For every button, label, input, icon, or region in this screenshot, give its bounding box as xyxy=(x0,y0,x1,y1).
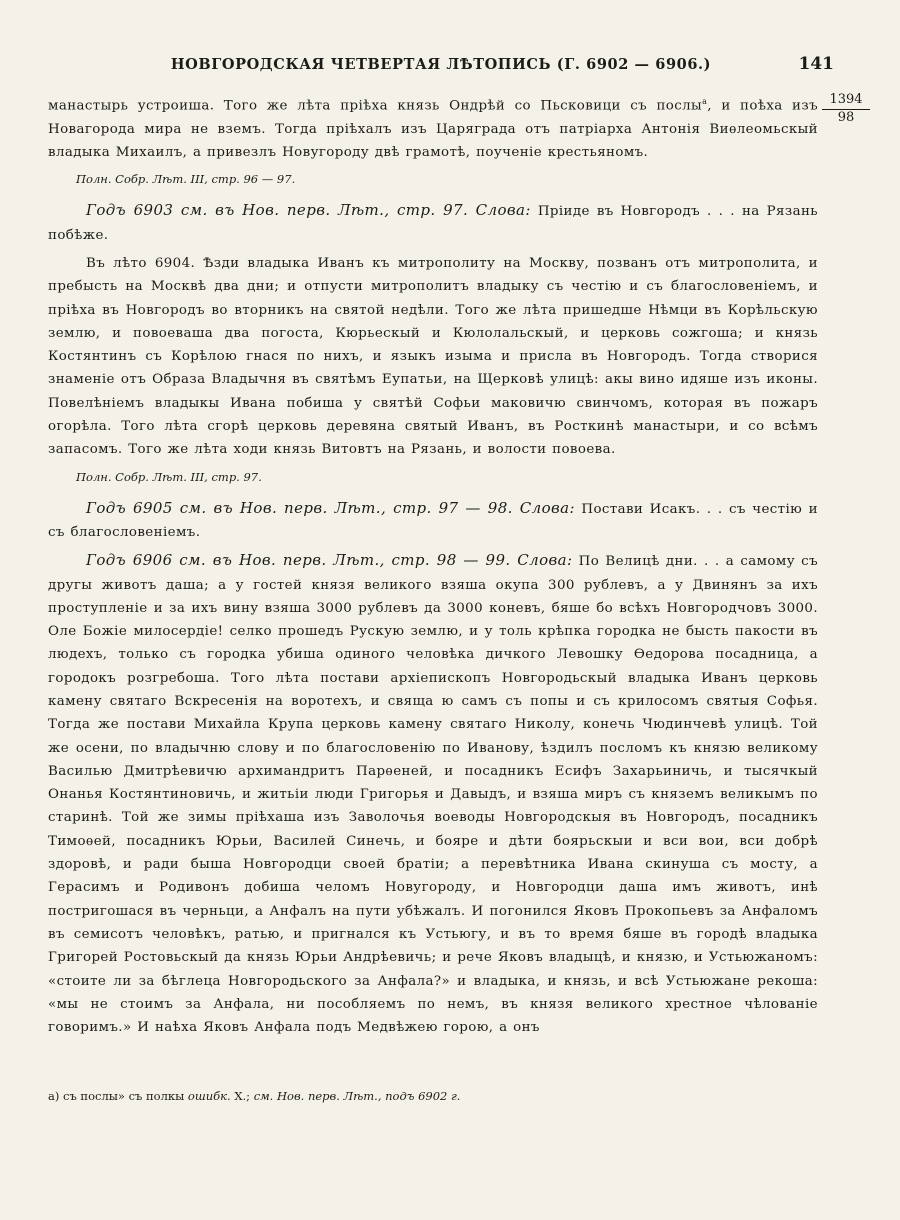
footnote xyxy=(48,1087,818,1105)
page-header xyxy=(48,56,834,80)
paragraph-5-text: По Велицѣ дни. . . а самому съ другы животъ даша; а у гостей князя великого взяша окупа 300 рублевъ, а у Двинянъ за ихъ проступленiе и за ихъ вину взяша 3000 рублевъ да 3000 коневъ, бяше бо всѣхъ Новгородчовъ 3000. Оле Божiе милосердiе! селко прошедъ Рускую землю, и у толь крѣпка городка не бысть пакости въ людехъ, только съ городка убиша одиного человѣка дичкого Левошку Ѳедорова посадница, а городокъ розгребоша. Того лѣта постави архiепископъ Новгородьскый владыка Иванъ церковь камену святаго Вскресенiя на воротехъ, и свяща ю самъ съ попы и съ крилосомъ святыя Софья. Тогда же постави Михайла Крупа церковь камену святаго Николу, конечь Чюдинчевѣ улицѣ. Той же осени, по владычню слову и по благословенiю по Иванову, ѣздилъ посломъ къ князю великому Василью Дмитрѣевичю архимандритъ Парѳеней, и посадникъ Есифъ Захарьиничь, и тысячкый Онанья Костянтиновичь, и житьiи люди Григорья и Давыдъ, и взяша миръ съ княземъ великымъ по старинѣ. Той же зимы прiѣхаша изъ Заволочья воеводы Новгородскыя въ Новгородъ, посадникъ Тимоѳей, посадникъ Юрьи, Василей Синечь, и бояре и дѣти боярьскыи и вси вои, вси добрѣ здоровѣ, и ради быша Новгородци своей братiи; а перевѣтника Ивана скинуша съ мосту, а Герасимъ и Родивонъ добиша челомъ Новугороду, и Новгородци даша имъ животъ, инѣ постригошася въ черньци, а Анфалъ на пути убѣжалъ. И погонился Яковъ Прокопьевъ за Анфаломъ въ семисотъ человѣкъ, ратью, и пригнался къ Устьюгу, и въ то время бяше въ городѣ владыка Григорей Ростовьскый да князь Юрьи Андрѣевичь; и рече Яковъ владыцѣ, и князю, и Устьюжаномъ: «стоите ли за бѣглеца Новгородьского за Анфала?» и владыка, и князь, и всѣ Устьюжане рекоша: «мы не стоимъ за Анфала, ни пособляемъ по немъ, въ князя великого хрестное чѣлованiе говоримъ.» И наѣха Яковъ Анфала подъ Медвѣжею горою, а онъ xyxy=(48,554,818,1036)
paragraph-1 xyxy=(48,90,818,164)
year-lead-6904: Въ лѣто 6904. xyxy=(86,255,196,271)
paragraph-1-text-cont: , и поѣха изъ Новагорода мира не вземъ. Тогда прiѣхалъ изъ Царяграда отъ патрiарха Антонiя Виѳлеомьскый владыка Михаилъ, а привезлъ Новугороду двѣ грамотѣ, поученiе крестьяномъ. xyxy=(48,98,818,161)
year-reference-6906: Годъ 6906 см. въ Нов. перв. Лѣт., стр. 98 — 99. Слова: xyxy=(86,551,573,570)
margin-year-bottom: 98 xyxy=(822,109,870,126)
paragraph-4-text: Постави Исакъ. . . съ честiю и съ благословенiемъ. xyxy=(48,501,818,540)
main-text xyxy=(48,90,818,1044)
paragraph-2-text: Прiиде въ Новгородъ . . . на Рязань побѣже. xyxy=(48,204,818,243)
footnote-text-1: съ послы» съ полкы xyxy=(63,1089,185,1103)
source-citation-2: Полн. Собр. Лѣт. III, стр. 97. xyxy=(76,469,262,484)
paragraph-5 xyxy=(48,549,818,1039)
margin-year-range xyxy=(816,92,876,126)
paragraph-1-text: манастырь устроиша. Того же лѣта прiѣха князь Ондрѣй со Пьсковици съ послы xyxy=(48,98,703,114)
page-number: 141 xyxy=(798,54,834,74)
footnote-text-2: Х.; xyxy=(234,1089,251,1103)
footnote-italic-2: см. Нов. перв. Лѣт., подъ 6902 г. xyxy=(253,1089,461,1103)
margin-year-top: 1394 xyxy=(829,92,863,107)
paragraph-4 xyxy=(48,497,818,545)
footnote-marker: а) xyxy=(48,1089,60,1103)
year-reference-6903: Годъ 6903 см. въ Нов. перв. Лѣт., стр. 97. Слова: xyxy=(86,201,531,220)
source-citation-1: Полн. Собр. Лѣт. III, стр. 96 — 97. xyxy=(76,172,296,187)
footnote-italic-1: ошибк. xyxy=(187,1089,231,1103)
paragraph-2 xyxy=(48,199,818,247)
year-reference-6905: Годъ 6905 см. въ Нов. перв. Лѣт., стр. 97 — 98. Слова: xyxy=(86,498,575,517)
running-title: НОВГОРОДСКАЯ ЧЕТВЕРТАЯ ЛѢТОПИСЬ (Г. 6902 — 6906.) xyxy=(170,56,712,73)
footnote-mark: а xyxy=(702,97,708,106)
paragraph-3 xyxy=(48,252,818,462)
paragraph-3-text: Ѣзди владыка Иванъ къ митрополиту на Москву, позванъ отъ митрополита, и пребысть на Москвѣ два дни; и отпусти митрополитъ владыку съ честiю и съ благословенiемъ, и прiѣха въ Новгородъ во вторникъ на святой недѣли. Того же лѣта пришедше Нѣмци въ Корѣльскую землю, и повоеваша два погоста, Кюрьескый и Кюлолальскый, и церковь сожгоша; и князь Костянтинъ съ Корѣлою гнася по нихъ, и языкъ изыма и присла въ Новгородъ. Тогда створися знаменiе отъ Образа Владычня въ святѣмъ Еупатьи, на Щерковѣ улицѣ: акы вино идяше изъ иконы. Повелѣнiемъ владыкы Ивана побиша у святѣй Софьи маковичю свинчомъ, которая въ пожаръ огорѣла. Того лѣта сгорѣ церковь деревяна святый Иванъ, въ Росткинѣ манастыри, и со всѣмъ запасомъ. Того же лѣта ходи князь Витовтъ на Рязань, и волости повоева. xyxy=(48,255,818,458)
